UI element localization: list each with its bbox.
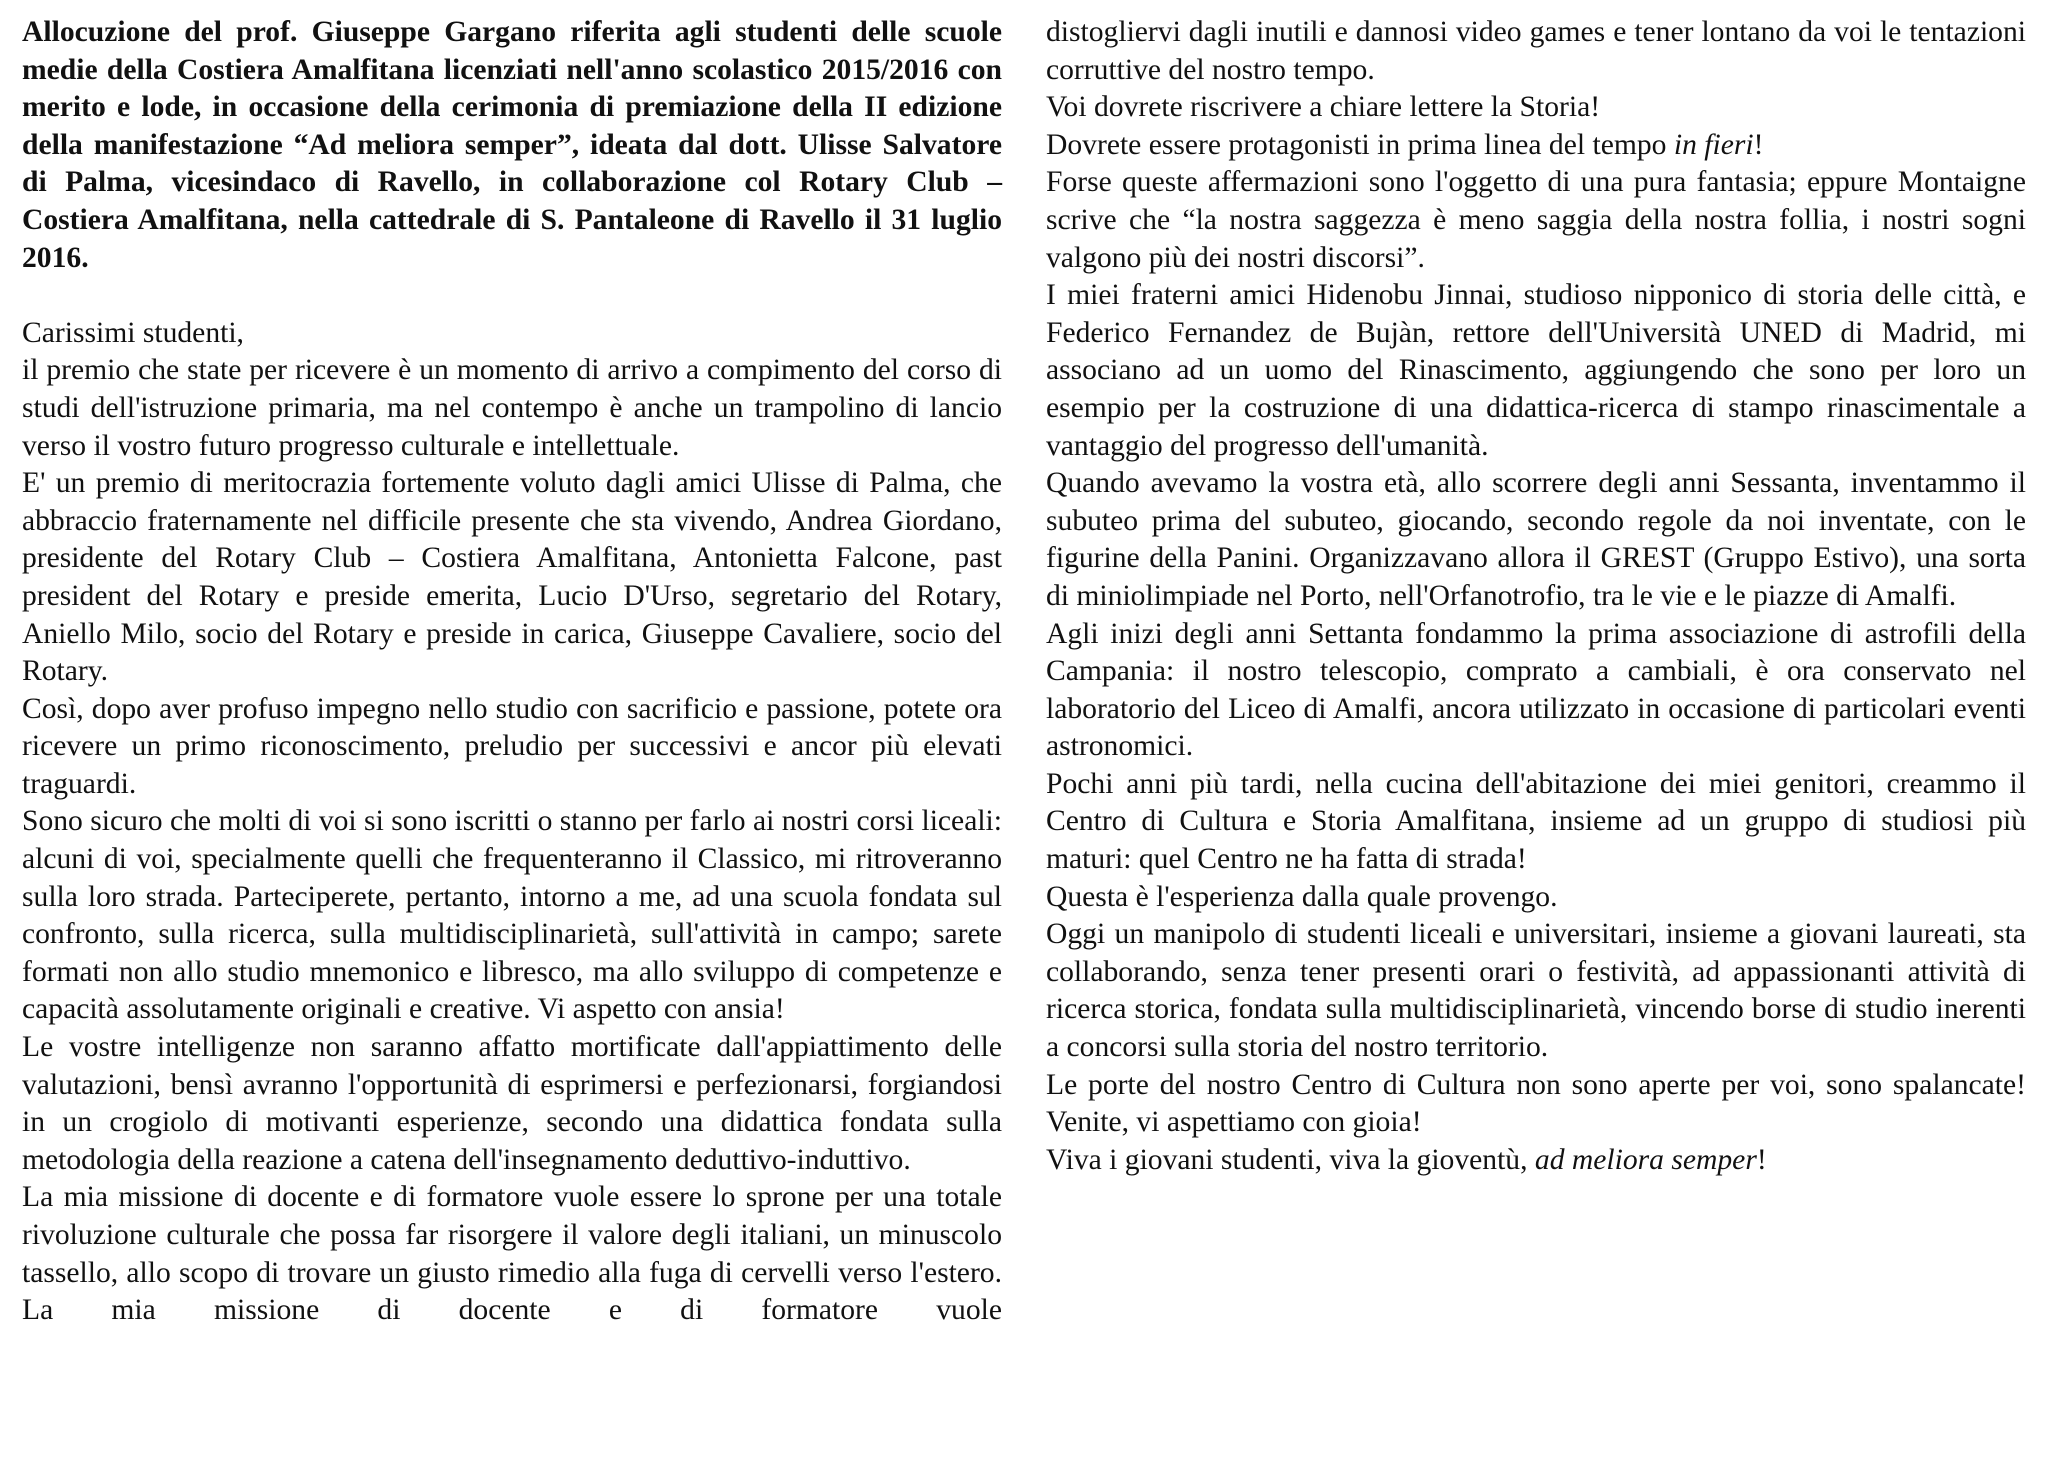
ad-meliora-semper-italic: ad meliora semper [1534,1143,1757,1176]
in-fieri-italic: in fieri [1673,128,1754,161]
closing-end: ! [1756,1143,1767,1176]
title-spacer [22,277,1002,315]
closing-text: Viva i giovani studenti, viva la gioventù, [1046,1143,1535,1176]
right-paragraph-5: I miei fraterni amici Hidenobu Jinnai, studioso nipponico di storia delle città, e Federico Fernandez de Bujàn, rettore dell'Università UNED di Madrid, mi associano ad un uomo del Rinascimento, aggiungendo che sono per loro un esempio per la costruzione di una didattica-ricerca di stampo rinascimentale a vantaggio del progresso dell'umanità. [1046,279,2026,462]
left-paragraph-3: Così, dopo aver profuso impegno nello studio con sacrificio e passione, potete ora ricevere un primo riconoscimento, preludio per successivi e ancor più elevati traguardi. [22,692,1002,800]
right-paragraph-3-end: ! [1753,128,1764,161]
right-column [1046,14,2026,1179]
closing-line [1046,1142,2026,1180]
left-paragraph-1: il premio che state per ricevere è un momento di arrivo a compimento del corso di studi dell'istruzione primaria, ma nel contempo è anche un trampolino di lancio verso il vostro futuro progresso culturale e intellettuale. [22,354,1002,462]
right-paragraph-3-text: Dovrete essere protagonisti in prima linea del tempo [1046,128,1674,161]
right-paragraph-7: Agli inizi degli anni Settanta fondammo la prima associazione di astrofili della Campania: il nostro telescopio, comprato a cambiali, è ora conservato nel laboratorio del Liceo di Amalfi, ancora utilizzato in occasione di particolari eventi astronomici. [1046,617,2026,763]
left-paragraph-6: La mia missione di docente e di formatore vuole essere lo sprone per una totale rivoluzione culturale che possa far risorgere il valore degli italiani, un minuscolo tassello, allo scopo di trovare un giusto rimedio alla fuga di cervelli verso l'estero. La mia missione di docente e di formatore vuole [22,1181,1002,1327]
right-paragraph-8: Pochi anni più tardi, nella cucina dell'abitazione dei miei genitori, creammo il Centro di Cultura e Storia Amalfitana, insieme ad un gruppo di studiosi più maturi: quel Centro ne ha fatta di strada! [1046,767,2026,876]
right-paragraph-1: distogliervi dagli inutili e dannosi video games e tener lontano da voi le tentazioni corruttive del nostro tempo. [1046,16,2026,86]
left-paragraph-2: E' un premio di meritocrazia fortemente voluto dagli amici Ulisse di Palma, che abbraccio fraternamente nel difficile presente che sta vivendo, Andrea Giordano, presidente del Rotary Club – Costiera Amalfitana, Antonietta Falcone, past president del Rotary e preside emerita, Lucio D'Urso, segretario del Rotary, Aniello Milo, socio del Rotary e preside in carica, Giuseppe Cavaliere, socio del Rotary. [22,467,1002,688]
right-paragraph-11: Le porte del nostro Centro di Cultura non sono aperte per voi, sono spalancate! Venite, vi aspettiamo con gioia! [1046,1068,2026,1139]
speech-title: Allocuzione del prof. Giuseppe Gargano riferita agli studenti delle scuole medie della Costiera Amalfitana licenziati nell'anno scolastico 2015/2016 con merito e lode, in occasione della cerimonia di premiazione della II edizione della manifestazione “Ad meliora semper”, ideata dal dott. Ulisse Salvatore di Palma, vicesindaco di Ravello, in collaborazione col Rotary Club – Costiera Amalfitana, nella cattedrale di S. Pantaleone di Ravello il 31 luglio 2016. [22,16,1002,274]
left-paragraph-5: Le vostre intelligenze non saranno affatto mortificate dall'appiattimento delle valutazioni, bensì avranno l'opportunità di esprimersi e perfezionarsi, forgiandosi in un crogiolo di motivanti esperienze, secondo una didattica fondata sulla metodologia della reazione a catena dell'insegnamento deduttivo-induttivo. [22,1031,1002,1176]
right-paragraph-3 [1046,127,2026,165]
right-paragraph-2: Voi dovrete riscrivere a chiare lettere la Storia! [1046,91,1601,124]
left-paragraph-4: Sono sicuro che molti di voi si sono iscritti o stanno per farlo ai nostri corsi liceali: alcuni di voi, specialmente quelli che frequenteranno il Classico, mi ritroveranno sulla loro strada. Parteciperete, pertanto, intorno a me, ad una scuola fondata sul confronto, sulla ricerca, sulla multidisciplinarietà, sull'attività in campo; sarete formati non allo studio mnemonico e libresco, ma allo sviluppo di competenze e capacità assolutamente originali e creative. Vi aspetto con ansia! [22,805,1002,1026]
right-paragraph-6: Quando avevamo la vostra età, allo scorrere degli anni Sessanta, inventammo il subuteo prima del subuteo, giocando, secondo regole da noi inventate, con le figurine della Panini. Organizzavano allora il GREST (Gruppo Estivo), una sorta di miniolimpiade nel Porto, nell'Orfanotrofio, tra le vie e le piazze di Amalfi. [1046,467,2026,612]
right-paragraph-9: Questa è l'esperienza dalla quale provengo. [1046,880,1558,913]
left-column [22,14,1002,1330]
right-paragraph-10: Oggi un manipolo di studenti liceali e universitari, insieme a giovani laureati, sta collaborando, senza tener presenti orari o festività, ad appassionanti attività di ricerca storica, fondata sulla multidisciplinarietà, vincendo borse di studio inerenti a concorsi sulla storia del nostro territorio. [1046,918,2026,1064]
salutation: Carissimi studenti, [22,316,244,349]
right-paragraph-4: Forse queste affermazioni sono l'oggetto di una pura fantasia; eppure Montaigne scrive che “la nostra saggezza è meno saggia della nostra follia, i nostri sogni valgono più dei nostri discorsi”. [1046,166,2026,274]
